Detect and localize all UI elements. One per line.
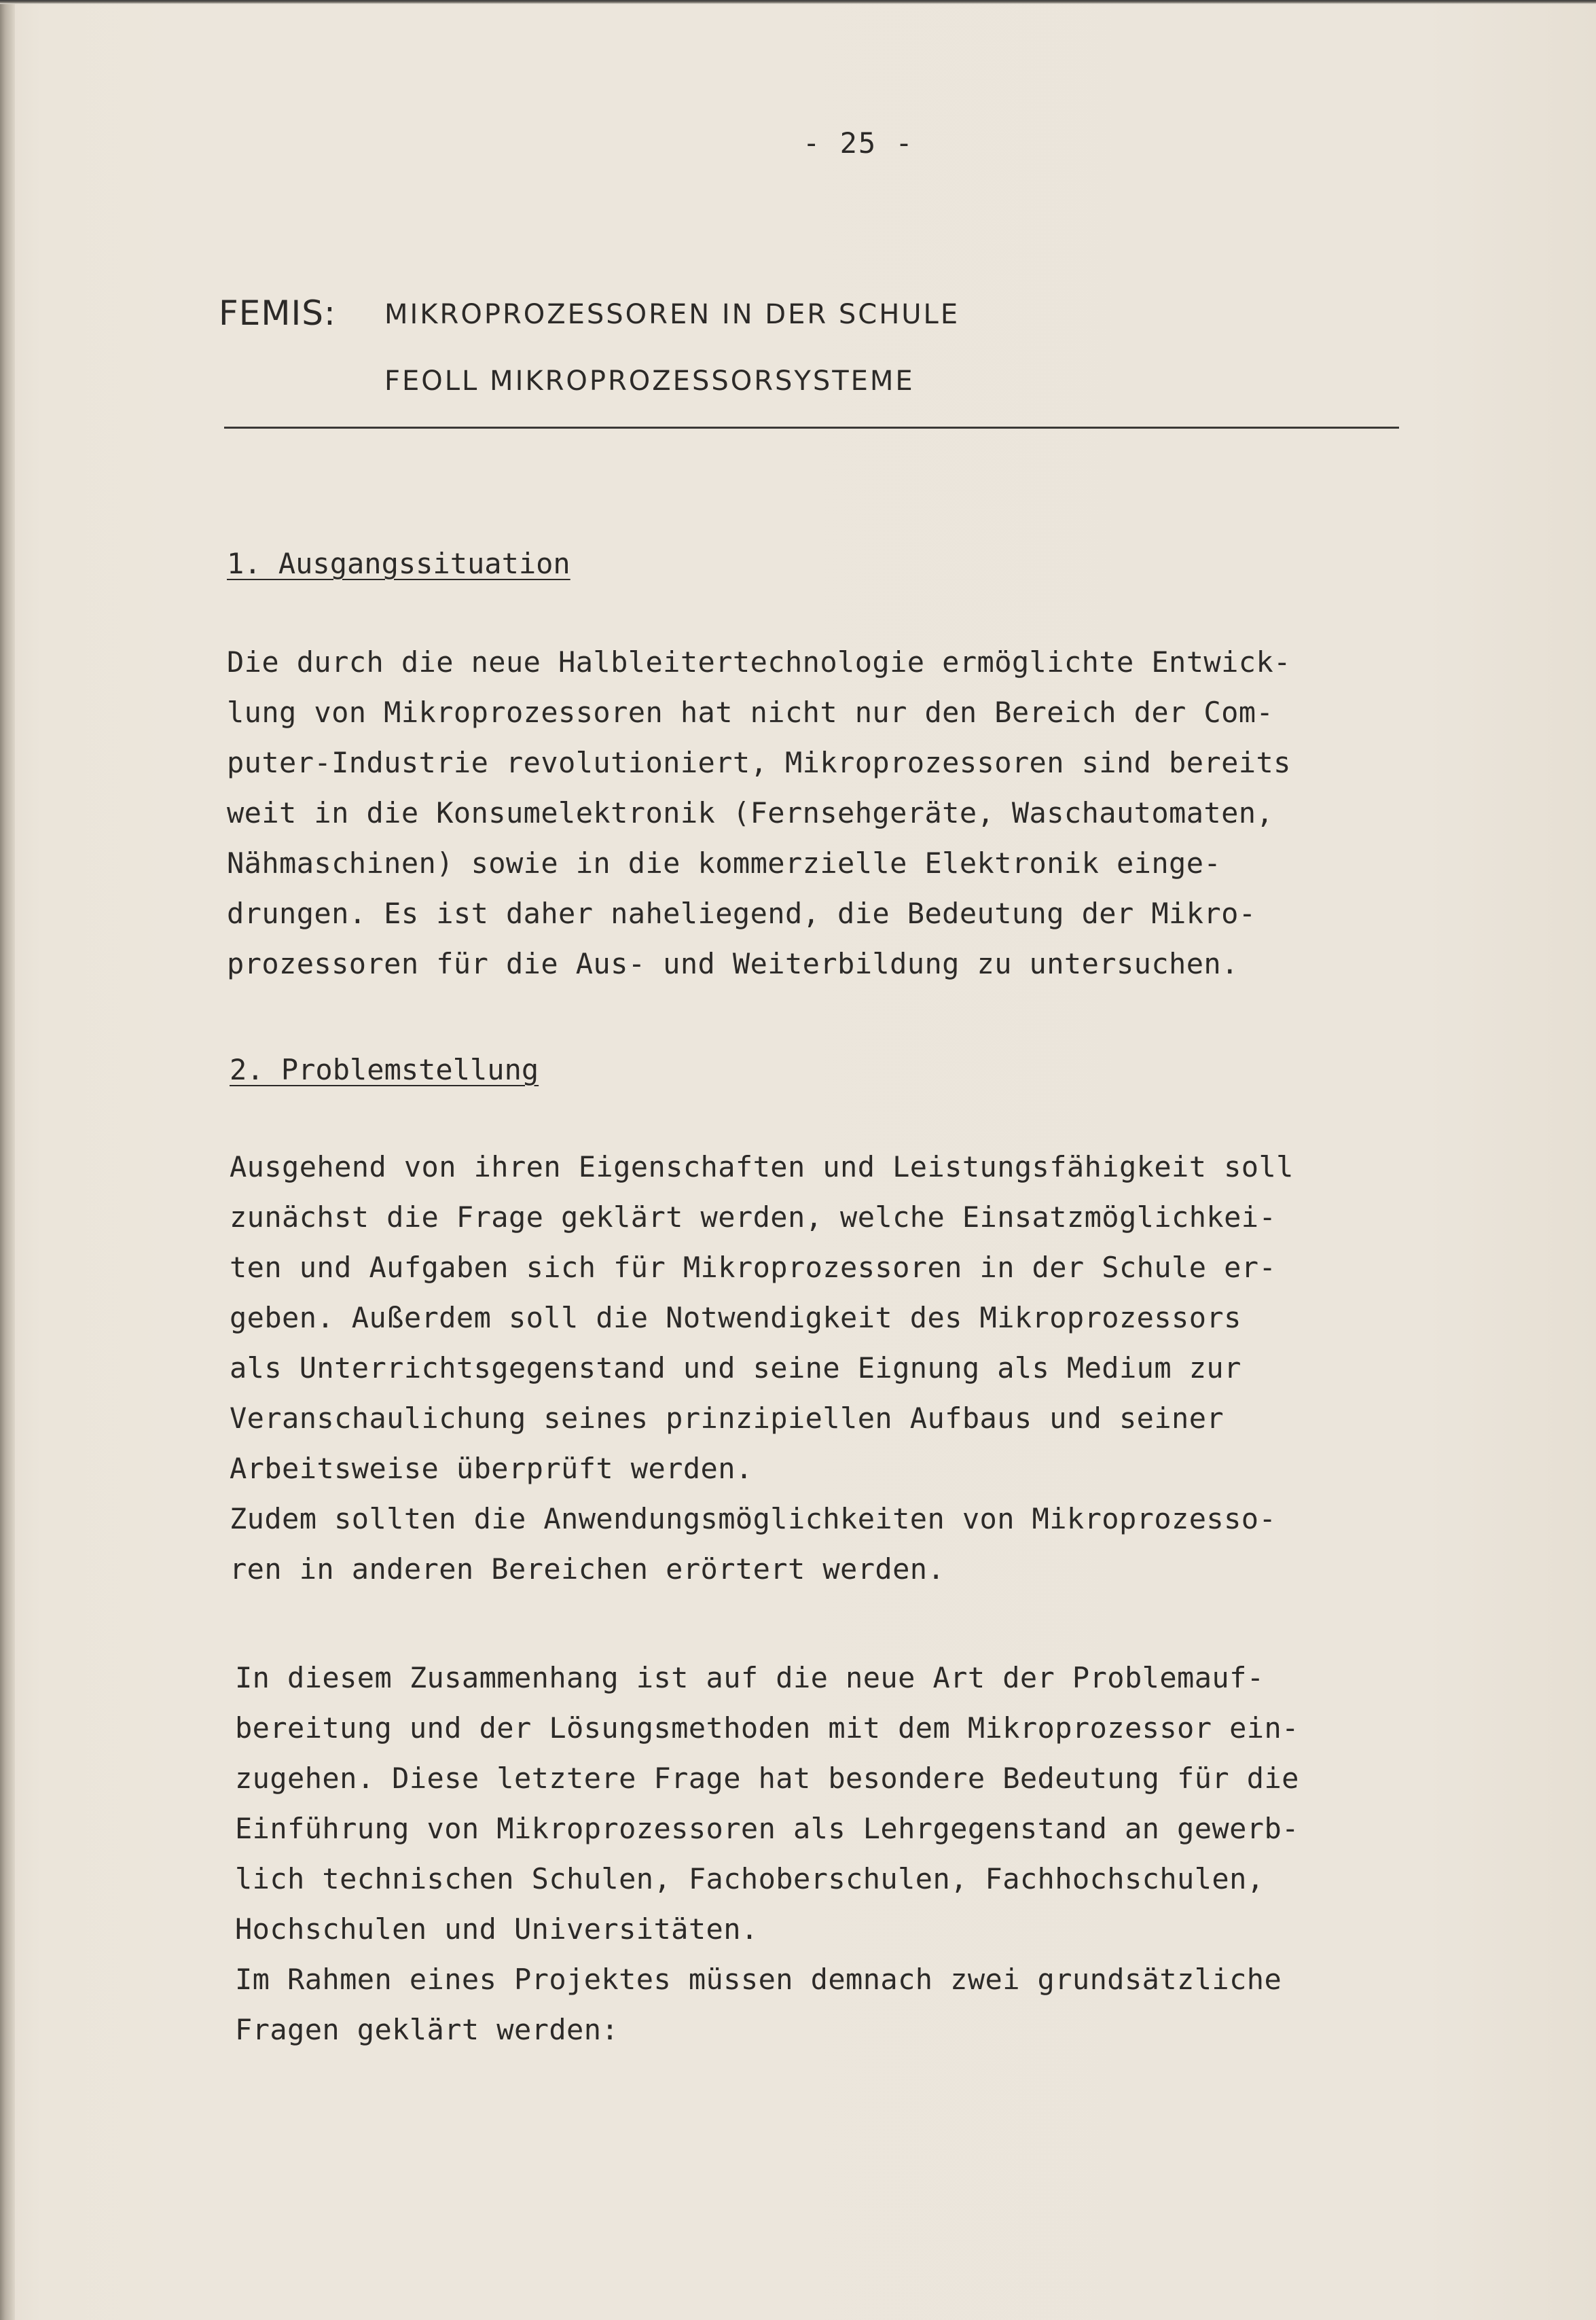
paragraph-line: ren in anderen Bereichen erörtert werden. — [230, 1552, 945, 1586]
paragraph-line: Im Rahmen eines Projektes müssen demnach zwei grundsätzliche — [235, 1963, 1282, 1996]
paragraph-line: puter-Industrie revolutioniert, Mikroprozessoren sind bereits — [227, 746, 1291, 779]
paragraph-line: Die durch die neue Halbleitertechnologie ermöglichte Entwick- — [227, 645, 1291, 679]
paragraph-line: ten und Aufgaben sich für Mikroprozessoren in der Schule er- — [230, 1251, 1277, 1284]
paragraph-line: Arbeitsweise überprüft werden. — [230, 1452, 753, 1485]
header-rule — [224, 427, 1399, 429]
paragraph-line: drungen. Es ist daher naheliegend, die Bedeutung der Mikro- — [227, 897, 1256, 930]
paragraph-line: prozessoren für die Aus- und Weiterbildung zu untersuchen. — [227, 947, 1239, 980]
header-title-line-2: FEOLL MIKROPROZESSORSYSTEME — [384, 365, 915, 397]
paragraph-line: Zudem sollten die Anwendungsmöglichkeiten von Mikroprozesso- — [230, 1502, 1277, 1535]
paragraph-line: weit in die Konsumelektronik (Fernsehgeräte, Waschautomaten, — [227, 796, 1274, 829]
section-heading-problemstellung: 2. Problemstellung — [230, 1053, 539, 1086]
paragraph-line: geben. Außerdem soll die Notwendigkeit des Mikroprozessors — [230, 1301, 1241, 1334]
paragraph-line: zugehen. Diese letztere Frage hat besondere Bedeutung für die — [235, 1762, 1299, 1795]
paragraph-line: Hochschulen und Universitäten. — [235, 1912, 759, 1946]
paragraph-line: Nähmaschinen) sowie in die kommerzielle Elektronik einge- — [227, 846, 1222, 880]
paragraph-line: zunächst die Frage geklärt werden, welche Einsatzmöglichkei- — [230, 1200, 1277, 1234]
paragraph-line: In diesem Zusammenhang ist auf die neue Art der Problemauf- — [235, 1661, 1265, 1694]
page-top-edge — [0, 0, 1596, 4]
section-heading-ausgangssituation: 1. Ausgangssituation — [227, 547, 570, 580]
paragraph-line: lung von Mikroprozessoren hat nicht nur den Bereich der Com- — [227, 696, 1274, 729]
header-title-line-1: MIKROPROZESSOREN IN DER SCHULE — [384, 299, 960, 330]
page-binding-edge — [0, 0, 15, 2320]
paragraph-line: Einführung von Mikroprozessoren als Lehrgegenstand an gewerb- — [235, 1812, 1299, 1845]
paragraph-line: lich technischen Schulen, Fachoberschulen, Fachhochschulen, — [235, 1862, 1265, 1895]
paragraph-line: bereitung und der Lösungsmethoden mit dem Mikroprozessor ein- — [235, 1711, 1299, 1745]
paragraph-line: Veranschaulichung seines prinzipiellen Aufbaus und seiner — [230, 1402, 1225, 1435]
paragraph-line: als Unterrichtsgegenstand und seine Eignung als Medium zur — [230, 1351, 1241, 1385]
paragraph-line: Fragen geklärt werden: — [235, 2013, 619, 2046]
paragraph-line: Ausgehend von ihren Eigenschaften und Leistungsfähigkeit soll — [230, 1150, 1294, 1183]
page-number: - 25 - — [803, 126, 914, 160]
header-label: FEMIS: — [219, 293, 336, 333]
